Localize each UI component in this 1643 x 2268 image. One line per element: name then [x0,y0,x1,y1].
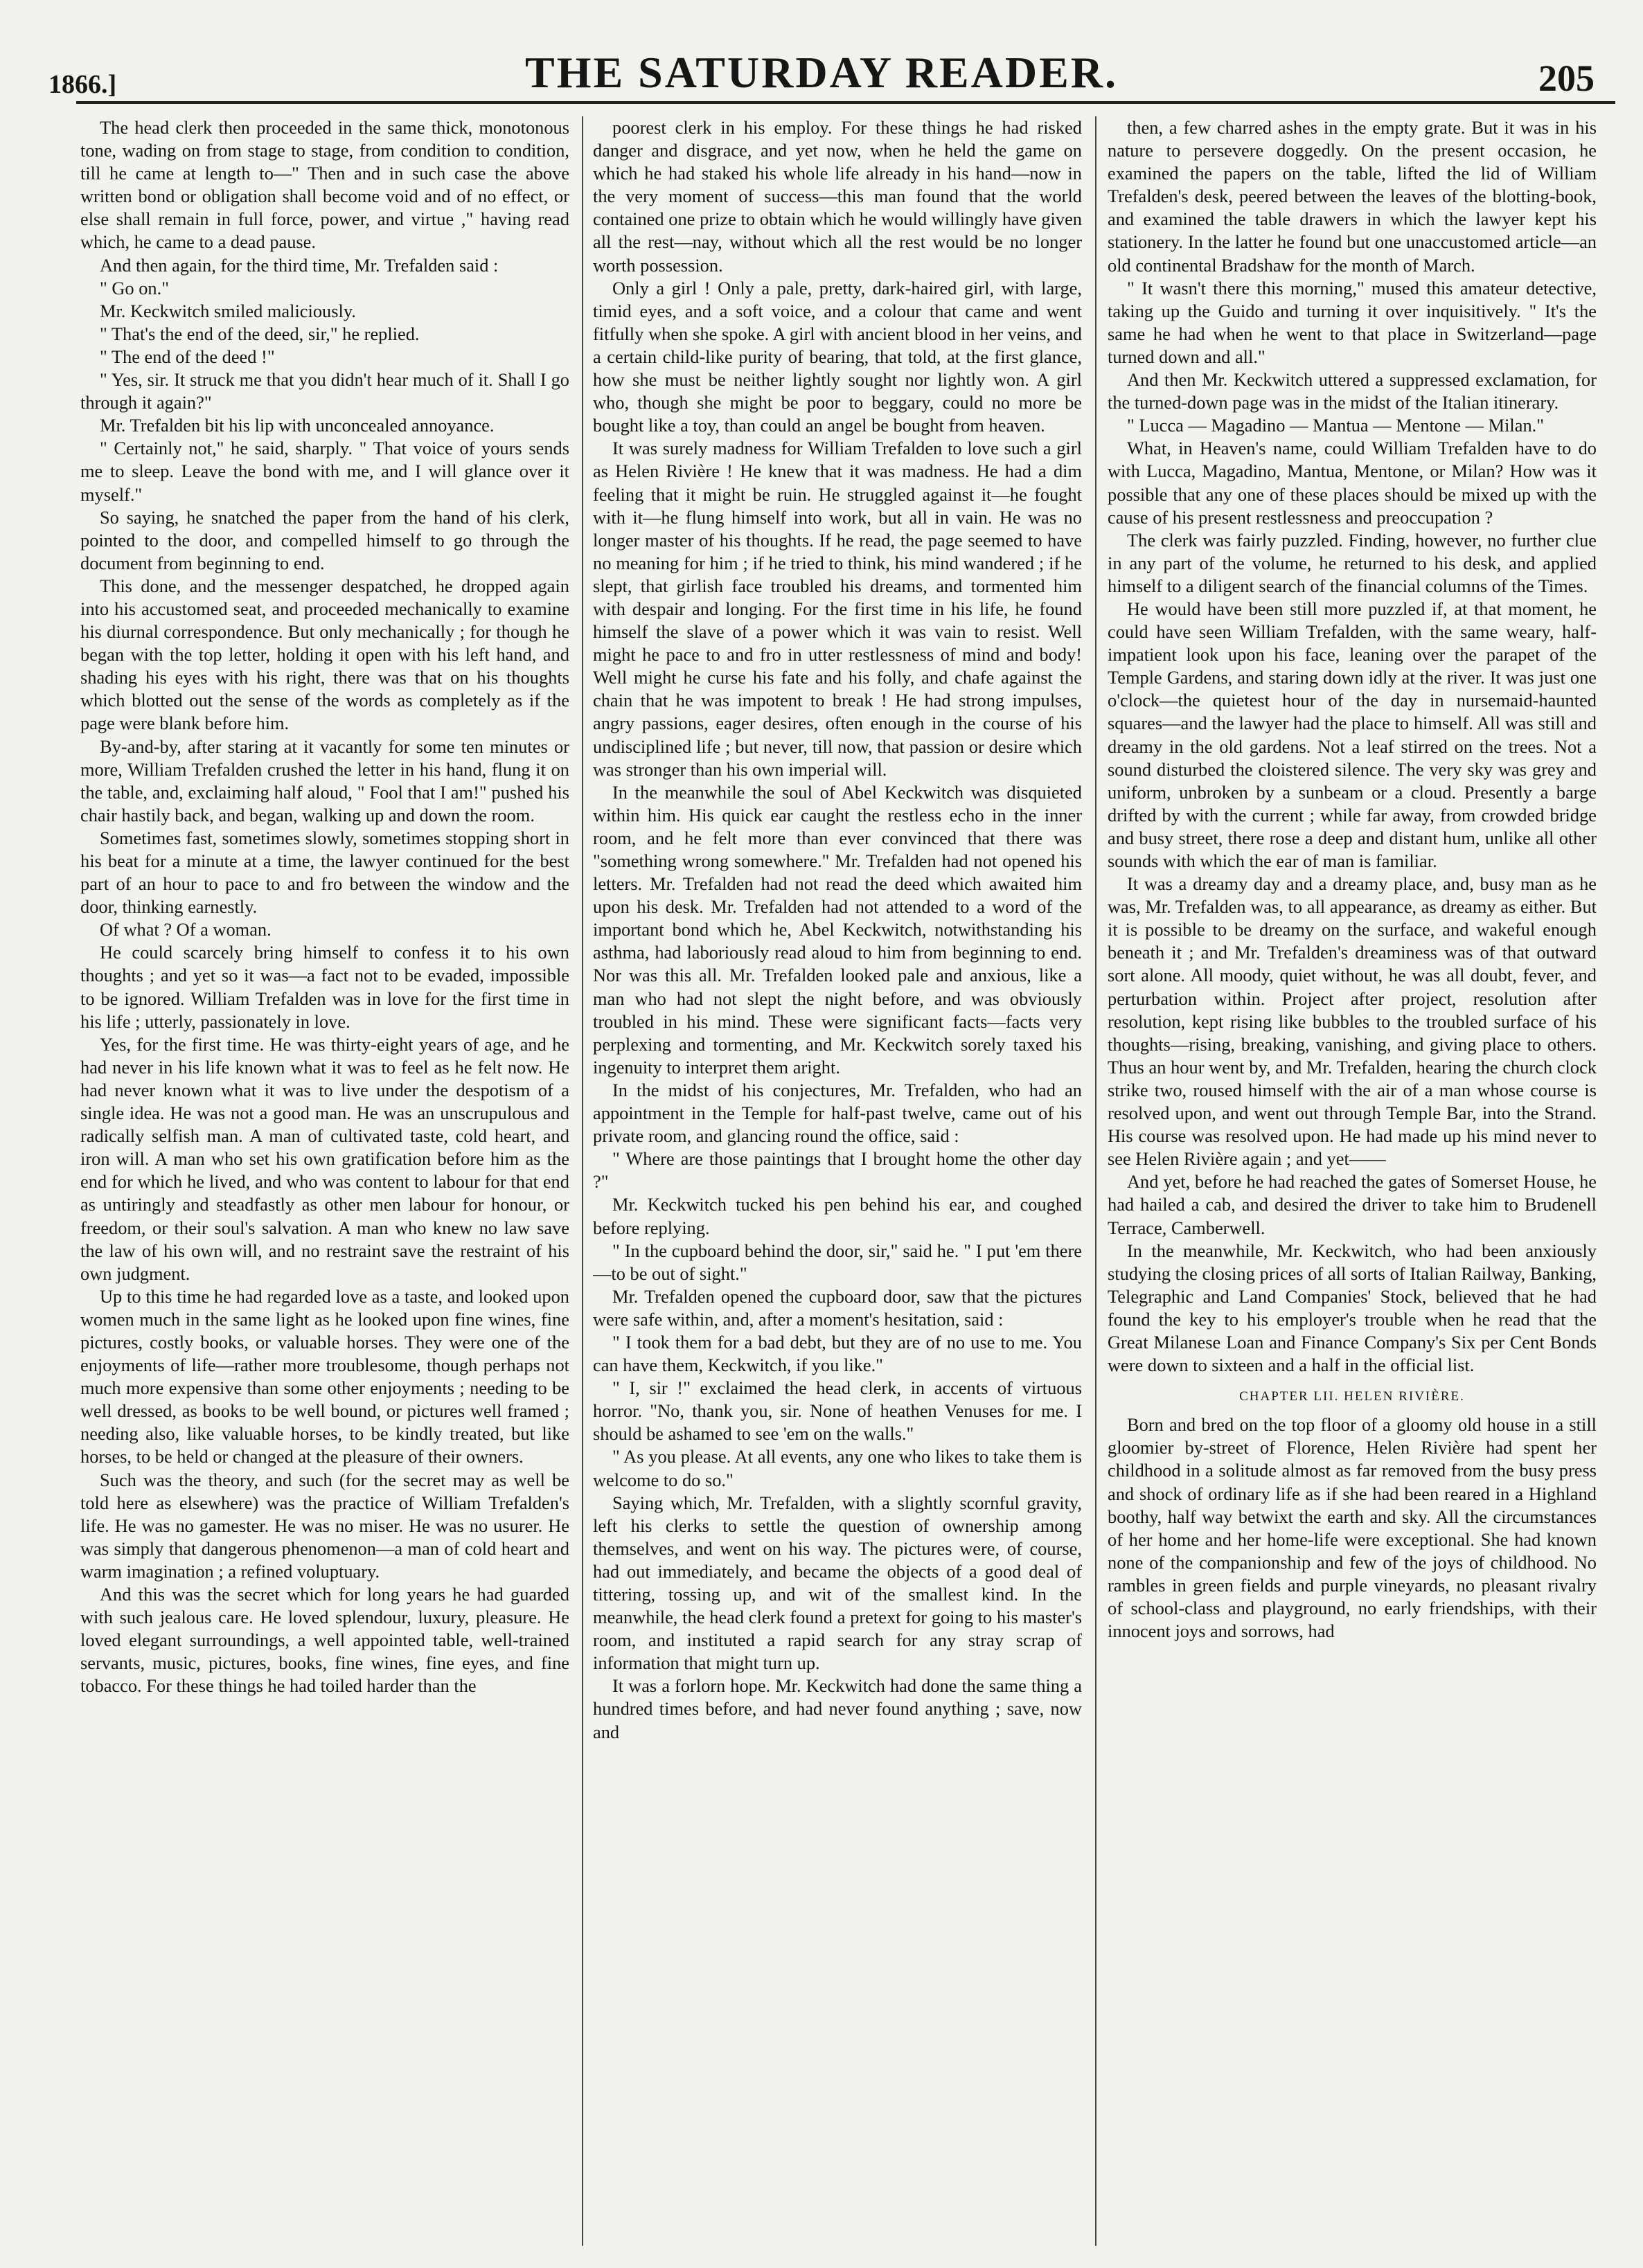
paragraph: " I took them for a bad debt, but they are of no use to me. You can have them, Keckwitch, if you like." [593,1331,1082,1376]
paragraph: Born and bred on the top floor of a gloomy old house in a still gloomier by-street of Florence, Helen Rivière had spent her childhood in a solitude almost as far removed from the busy press and shock of ordinary life as if she had been reared in a Highland boothy, half way betwixt the earth and sky. All the circumstances of her home and her home-life were exceptional. She had known none of the companionship and few of the joys of childhood. No rambles in green fields and purple vineyards, no pleasant rivalry of school-class and playground, no early friendships, with their innocent joys and sorrows, had [1108,1414,1597,1642]
paragraph: Mr. Trefalden opened the cupboard door, saw that the pictures were safe within, and, after a moment's hesitation, said : [593,1285,1082,1330]
paragraph: Saying which, Mr. Trefalden, with a slightly scornful gravity, left his clerks to settle the question of ownership among themselves, and went on his way. The pictures were, of course, had out immediately, and became the objects of a good deal of tittering, tossing up, and wit of the smallest kind. In the meanwhile, the head clerk found a pretext for going to his master's room, and instituted a rapid search for any stray scrap of information that might turn up. [593,1492,1082,1674]
paragraph: " Certainly not," he said, sharply. " That voice of yours sends me to sleep. Leave the bond with me, and I will glance over it myself." [80,438,569,505]
paragraph: And then again, for the third time, Mr. Trefalden said : [100,254,499,276]
newspaper-page [28,19,1615,2249]
paragraph: " The end of the deed !" [100,346,275,367]
text-column-2 [593,116,1082,2246]
chapter-heading: CHAPTER LII. HELEN RIVIÈRE. [1239,1389,1465,1404]
paragraph: And this was the secret which for long years he had guarded with such jealous care. He loved splendour, luxury, pleasure. He loved elegant surroundings, a well appointed table, well-trained servants, music, pictures, books, fine wines, fine eyes, and fine tobacco. For these things he had toiled harder than the [80,1584,569,1697]
paragraph: " Where are those paintings that I brought home the other day ?" [593,1148,1082,1193]
paragraph: " In the cupboard behind the door, sir," said he. " I put 'em there—to be out of sight." [593,1240,1082,1284]
text-column-1 [80,116,569,2246]
paragraph: So saying, he snatched the paper from the hand of his clerk, pointed to the door, and compelled himself to go through the document from beginning to end. [80,506,569,573]
paragraph: Such was the theory, and such (for the secret may as well be told here as elsewhere) was the practice of William Trefalden's life. He was no gamester. He was no miser. He was no usurer. He was simply that dangerous phenomenon—a man of cold heart and warm imagination ; a refined voluptuary. [80,1469,569,1582]
paragraph: Only a girl ! Only a pale, pretty, dark-haired girl, with large, timid eyes, and a soft voice, and a colour that came and went fitfully when she spoke. A girl with ancient blood in her veins, and a certain child-like purity of bearing, that told, at the first glance, how she must be neither lightly sought nor lightly won. A girl who, though she might be poor to beggary, could no more be bought like a toy, than could an angel be bought from heaven. [593,277,1082,436]
header-rule [76,101,1615,104]
paragraph: And yet, before he had reached the gates of Somerset House, he had hailed a cab, and desired the driver to take him to Brudenell Terrace, Camberwell. [1108,1171,1597,1238]
paragraph: Mr. Trefalden bit his lip with unconcealed annoyance. [100,415,495,436]
paragraph: In the meanwhile the soul of Abel Keckwitch was disquieted within him. His quick ear caught the restless echo in the inner room, and he felt more than ever convinced that there was "something wrong somewhere." Mr. Trefalden had not opened his letters. Mr. Trefalden had not read the deed which awaited him upon his desk. Mr. Trefalden had not attended to a word of the important bond which he, Abel Keckwitch, notwithstanding his asthma, had laboriously read aloud to him from beginning to end. Nor was this all. Mr. Trefalden looked pale and anxious, like a man who had not slept the night before, and was obviously troubled in his mind. These were significant facts—facts very perplexing and tormenting, and Mr. Keckwitch sorely taxed his ingenuity to interpret them aright. [593,781,1082,1078]
paragraph: What, in Heaven's name, could William Trefalden have to do with Lucca, Magadino, Mantua, Mentone, or Milan? How was it possible that any one of these places should be mixed up with the cause of his present restlessness and preoccupation ? [1108,438,1597,528]
paragraph: " Go on." [100,277,169,298]
paragraph: Sometimes fast, sometimes slowly, sometimes stopping short in his beat for a minute at a time, the lawyer continued for the best part of an hour to pace to and fro between the window and the door, thinking earnestly. [80,827,569,918]
column-divider [1095,116,1096,2246]
header-date: 1866.] [48,70,117,99]
paragraph: The head clerk then proceeded in the same thick, monotonous tone, wading on from stage to stage, from condition to condition, till he came at length to—" Then and in such case the above written bond or obligation shall become void and of no effect, or else shall remain in full force, power, and virtue ," having read which, he came to a dead pause. [80,117,569,253]
paragraph: " It wasn't there this morning," mused this amateur detective, taking up the Guido and turning it over inquisitively. " It's the same he had when he went to that place in Switzerland—page turned down and all." [1108,277,1597,367]
paragraph: " Yes, sir. It struck me that you didn't hear much of it. Shall I go through it again?" [80,369,569,413]
paragraph: Mr. Keckwitch smiled maliciously. [100,300,356,321]
paragraph: then, a few charred ashes in the empty grate. But it was in his nature to persevere doggedly. On the present occasion, he examined the papers on the table, lifted the lid of William Trefalden's desk, peered between the leaves of the blotting-book, and examined the table drawers in which the lawyer kept his stationery. In the latter he found but one unaccustomed article—an old continental Bradshaw for the month of March. [1108,117,1597,276]
paragraph: Mr. Keckwitch tucked his pen behind his ear, and coughed before replying. [593,1194,1082,1238]
paragraph: " That's the end of the deed, sir," he replied. [100,323,420,344]
masthead-title: THE SATURDAY READER. [525,48,1118,97]
paragraph: Up to this time he had regarded love as a taste, and looked upon women much in the same light as he looked upon fine wines, fine pictures, costly books, or valuable horses. They were one of the enjoyments of life—rather more troublesome, though perhaps not much more expensive than some other enjoyments ; needing to be well dressed, as books to be well bound, or pictures well framed ; needing also, like valuable horses, to be kindly treated, but like horses, to be held or changed at the pleasure of their owners. [80,1285,569,1467]
paragraph: This done, and the messenger despatched, he dropped again into his accustomed seat, and proceeded mechanically to examine his diurnal correspondence. But only mechanically ; for though he began with the top letter, holding it open with his left hand, and shading his eyes with his right, there was that on his thoughts which blotted out the sense of the words as completely as if the page were blank before him. [80,575,569,734]
paragraph: " As you please. At all events, any one who likes to take them is welcome to do so." [593,1446,1082,1490]
paragraph: The clerk was fairly puzzled. Finding, however, no further clue in any part of the volume, he returned to his desk, and applied himself to a diligent search of the financial columns of the Times. [1108,529,1597,596]
paragraph: By-and-by, after staring at it vacantly for some ten minutes or more, William Trefalden crushed the letter in his hand, flung it on the table, and, exclaiming half aloud, " Fool that I am!" pushed his chair hastily back, and began, walking up and down the room. [80,735,569,825]
paragraph: Of what ? Of a woman. [100,919,272,940]
paragraph: In the meanwhile, Mr. Keckwitch, who had been anxiously studying the closing prices of all sorts of Italian Railway, Banking, Telegraphic and Land Companies' Stock, believed that he had found the key to his employer's trouble when he read that the Great Milanese Loan and Finance Company's Six per Cent Bonds were down to sixteen and a half in the official list. [1108,1240,1597,1376]
paragraph: It was surely madness for William Trefalden to love such a girl as Helen Rivière ! He knew that it was madness. He had a dim feeling that it might be ruin. He struggled against it—he fought with it—he flung himself into work, but all in vain. He was no longer master of his thoughts. If he read, the page seemed to have no meaning for him ; if he tried to think, his mind wandered ; if he slept, that girlish face troubled his dreams, and tormented him with despair and longing. For the first time in his life, he found himself the slave of a power which it was vain to resist. Well might he pace to and fro in utter restlessness of mind and body! Well might he curse his fate and his folly, and chafe against the chain that he was impotent to break ! He had strong impulses, angry passions, eager desires, often enough in the course of his undisciplined life ; but never, till now, that passion or desire which was stronger than his own imperial will. [593,438,1082,780]
paragraph: " I, sir !" exclaimed the head clerk, in accents of virtuous horror. "No, thank you, sir. None of heathen Venuses for me. I should be ashamed to see 'em on the walls." [593,1377,1082,1445]
page-header [28,19,1615,101]
paragraph: It was a dreamy day and a dreamy place, and, busy man as he was, Mr. Trefalden was, to all appearance, as dreamy as either. But it is possible to be dreamy on the surface, and wakeful enough beneath it ; and Mr. Trefalden's dreaminess was of that outward sort alone. All moody, quiet without, he was all doubt, fever, and perturbation within. Project after project, resolution after resolution, kept rising like bubbles to the troubled surface of his thoughts—rising, breaking, vanishing, and giving place to others. Thus an hour went by, and Mr. Trefalden, hearing the church clock strike two, roused himself with the air of a man whose course is resolved upon, and went out through Temple Bar, into the Strand. His course was resolved upon. He had made up his mind never to see Helen Rivière again ; and yet—— [1108,873,1597,1170]
paragraph: He could scarcely bring himself to confess it to his own thoughts ; and yet so it was—a fact not to be evaded, impossible to be ignored. William Trefalden was in love for the first time in his life ; utterly, passionately in love. [80,942,569,1032]
text-column-3 [1108,116,1597,2246]
paragraph: poorest clerk in his employ. For these things he had risked danger and disgrace, and yet now, when he held the game on which he had staked his whole life already in his hand—now in the very moment of success—this man found that the world contained one prize to obtain which he would willingly have given all the rest—nay, without which all the rest would be no longer worth possession. [593,117,1082,276]
paragraph: And then Mr. Keckwitch uttered a suppressed exclamation, for the turned-down page was in the midst of the Italian itinerary. [1108,369,1597,413]
column-divider [582,116,583,2246]
paragraph: " Lucca — Magadino — Mantua — Mentone — Milan." [1127,415,1545,436]
paragraph: It was a forlorn hope. Mr. Keckwitch had done the same thing a hundred times before, and had never found anything ; save, now and [593,1675,1082,1742]
paragraph: In the midst of his conjectures, Mr. Trefalden, who had an appointment in the Temple for half-past twelve, came out of his private room, and glancing round the office, said : [593,1079,1082,1147]
page-number: 205 [1538,57,1595,99]
paragraph: Yes, for the first time. He was thirty-eight years of age, and he had never in his life known what it was to feel as he felt now. He had never known what it was to live under the despotism of a single idea. He was not a good man. He was an unscrupulous and radically selfish man. A man of cultivated taste, cold heart, and iron will. A man who set his own gratification before him as the end for which he lived, and who was content to labour for that end as untiringly and steadfastly as other men labour for honour, or freedom, or their soul's salvation. A man who knew no law save the law of his own will, and no restraint save the restraint of his own judgment. [80,1033,569,1284]
paragraph: He would have been still more puzzled if, at that moment, he could have seen William Trefalden, with the same weary, half-impatient look upon his face, leaning over the parapet of the Temple Gardens, and staring down idly at the river. It was just one o'clock—the quietest hour of the day in nursemaid-haunted squares—and the lawyer had the place to himself. All was still and dreamy in the old gardens. Not a leaf stirred on the trees. Not a sound disturbed the cloistered silence. The very sky was grey and uniform, unbroken by a sunbeam or a cloud. Presently a barge drifted by with the current ; while far away, from crowded bridge and busy street, there rose a deep and distant hum, unlike all other sounds with which the ear of man is familiar. [1108,598,1597,871]
